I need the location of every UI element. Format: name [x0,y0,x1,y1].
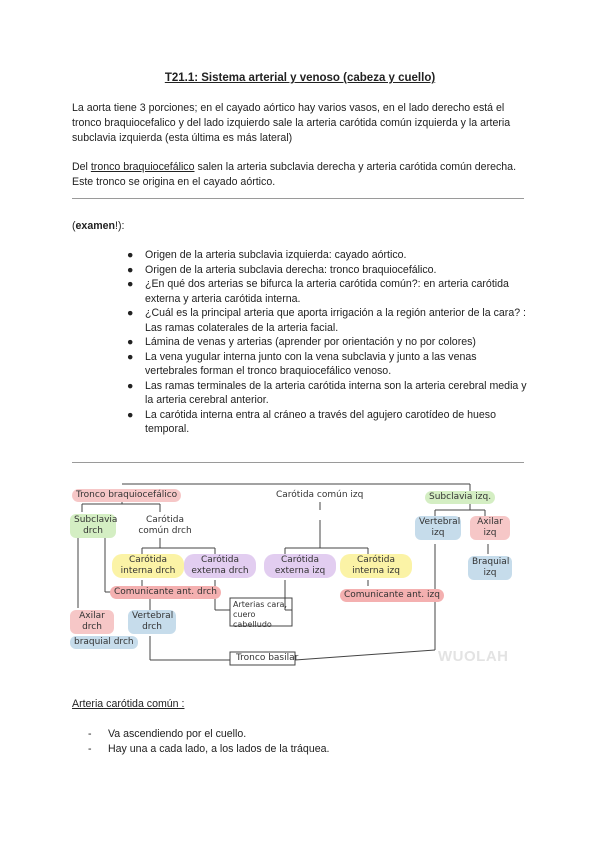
examen-label [72,219,532,234]
list-item [127,277,527,306]
node-braquial-izq: Braquial izq [468,556,512,580]
tronco-underlined: tronco braquiocefálico [90,161,195,173]
node-axilar-drch: Axilar drch [70,610,114,634]
node-subclavia-drch: Subclavia drch [70,514,116,538]
section2-heading: Arteria carótida común : [72,698,185,710]
arterial-diagram [70,472,530,672]
list-item [127,350,527,379]
node-carotida-comun-izq: Carótida común izq [272,489,367,502]
node-carotida-comun-drch: Carótida común drch [130,514,200,538]
bullet-dot: ● [127,350,134,363]
bullet-dot: ● [127,263,134,276]
bullet-text: Las ramas terminales de la arteria carótida interna son la arteria cerebral media y la arteria cerebral anterior. [145,379,527,406]
list-item [127,379,527,408]
node-vertebral-izq: Vertebral izq [415,516,461,540]
tronco-paragraph [72,160,532,190]
dash-marker: - [88,728,92,740]
bullet-text: ¿En qué dos arterias se bifurca la arteria carótida común?: en arteria carótida externa y arteria carótida interna. [145,278,509,305]
wuolah-watermark: WUOLAH [438,648,509,665]
node-braquial-drch: braquial drch [70,636,138,649]
exam-bullet-list [127,248,527,437]
bullet-dot: ● [127,278,134,290]
bullet-text: ¿Cuál es la principal arteria que aporta irrigación a la región anterior de la cara? : Las ramas colaterales de la arteria facial. [145,307,526,334]
node-axilar-izq: Axilar izq [470,516,510,540]
list-item [127,335,527,350]
examen-open: ( [72,220,76,232]
bullet-text: Lámina de venas y arterias (aprender por orientación y no por colores) [145,336,476,348]
divider-1 [72,198,524,199]
bullet-text: Origen de la arteria subclavia derecha: tronco braquiocefálico. [145,263,437,276]
node-arterias-cara: Arterias cara, cuero cabelludo [233,600,287,629]
node-tronco-basilar: Tronco basilar [236,653,299,663]
section2-list-item [88,727,247,742]
section2-list-item [88,742,330,757]
node-subclavia-izq: Subclavia izq. [425,491,495,504]
node-tronco-braquiocefalico: Tronco braquiocefálico [72,489,181,502]
list-item [127,248,527,263]
tronco-prefix: Del [72,161,91,173]
node-carotida-externa-drch: Carótida externa drch [184,554,256,578]
section2-item-text: Hay una a cada lado, a los lados de la tráquea. [108,743,330,755]
bullet-dot: ● [127,307,134,319]
node-carotida-interna-izq: Carótida interna izq [340,554,412,578]
intro-paragraph: La aorta tiene 3 porciones; en el cayado aórtico hay varios vasos, en el lado derecho está el tronco braquiocefalico y del lado izquierdo sale la arteria carótida común izquierda y la arteria subclavia izquierda (esta última es más lateral) [72,102,511,144]
section2-item-text: Va ascendiendo por el cuello. [108,728,247,740]
list-item [127,263,527,278]
bullet-text: Origen de la arteria subclavia izquierda: cayado aórtico. [145,249,407,261]
node-comunicante-ant-drch: Comunicante ant. drch [110,586,221,599]
bullet-text: La carótida interna entra al cráneo a través del agujero carotídeo de hueso temporal. [145,408,497,435]
bullet-dot: ● [127,408,134,421]
bullet-dot: ● [127,249,134,261]
node-carotida-interna-drch: Carótida interna drch [112,554,184,578]
bullet-text: La vena yugular interna junto con la vena subclavia y junto a las venas vertebrales forman el tronco braquiocefálico venoso. [145,350,477,377]
page-title: T21.1: Sistema arterial y venoso (cabeza y cuello) [164,72,436,84]
list-item [127,306,527,335]
node-comunicante-ant-izq: Comunicante ant. izq [340,589,444,602]
divider-2 [72,462,524,463]
tronco-suffix: salen la arteria subclavia derecha y arteria carótida común derecha. Este tronco se origina en el cayado aórtico. [72,161,517,188]
list-item [127,408,527,437]
examen-close: !): [115,220,125,232]
examen-bold: examen [75,220,115,232]
node-carotida-externa-izq: Carótida externa izq [264,554,336,578]
bullet-dot: ● [127,336,134,348]
node-vertebral-drch: Vertebral drch [128,610,176,634]
dash-marker: - [88,743,92,755]
bullet-dot: ● [127,379,134,392]
